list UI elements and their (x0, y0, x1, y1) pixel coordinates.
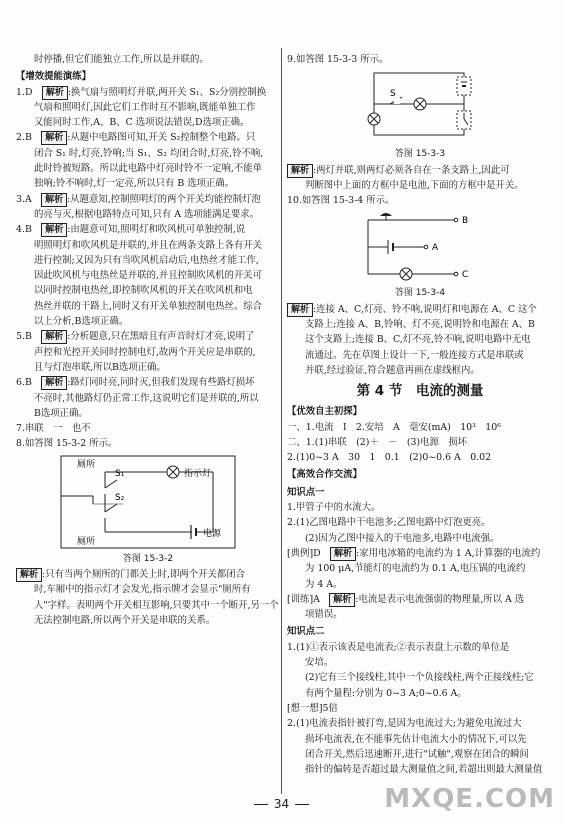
answer-2: 2.B 解析 :从题中电路图可知,开关 S₂控制整个电路。只 (16, 132, 256, 144)
answer-9: 9.如答图 15-3-3 所示。 (287, 54, 389, 65)
figure-caption-15-3-3: 答图 15-3-3 (394, 149, 446, 160)
switch-s-label: S (390, 89, 396, 100)
answer-9-analysis: 解析 :两灯并联,则两灯必须各自在一条支路上,因此可 (287, 163, 553, 178)
knowledge-point-1: 知识点一 (287, 486, 325, 498)
section-header-cooperation: 【高效合作交流】 (287, 469, 363, 481)
right-column: 9.如答图 15-3-3 所示。 S 答图 15-3-3 解析 :两灯并联,则两灯必须各自在一条支路上,因此可 判断图中上面的方框中是电池,下面的方框中是开关。 10.如答图 15-3-4 所示。 B A C 答图 15-3-4 解析 :连接 A、C,灯亮、铃不响,说明灯和电源在 A、C 这个 支路上;连接 A、B,铃响、灯不亮,说明铃和电源在 A、B 这个支路上;连接 B、C,灯不亮,铃不响,说明电路中无电 流通过。先在草图上设计一下,一般连接方式是串联或 并联,经过验证,符合题意再画在虚线框内。 第 4 节 电流的测量 【优效自主初探】 一、1.电流 I 2.安培 A 毫安(mA) 10³ 10⁶ 二、1.(1)串联 (2)＋ － (3)电源 损坏 2.(1)0~3 A 30 1 0.1 (2)0~0.6 A 0.02 【高效合作交流】 知识点一 1.甲管子中的水流大。 2.(1)乙图电路中干电池多;乙图电路中灯泡更亮。 (2)因为乙图中接入的干电池多,电路中电流强。 [典例]D 解析 :家用电冰箱的电流约为 1 A,计算器的电流约 为 100 μA,节能灯的电流约为 0.1 A,电压锅的电流约 为 4 A。 [训练]A 解析 :电流是表示电流强弱的物理量,所以 A 选 项错误。 知识点二 1.(1)①表示该表是电流表;②表示表盘上示数的单位是 安培。 (2)它有三个接线柱,其中一个负接线柱,两个正接线柱;它 有两个量程:分别为 0~3 A;0~0.6 A。 [想一想]5倍 2.(1)电流表指针被打弯,是因为电流过大;为避免电流过大 损坏电流表,在不能事先估计电流大小的情况下,可以先 闭合开关,然后迅速断开,进行"试触",观察在闭合的瞬间 指针的偏转是否超过最大测量值之间,若超出则最大测量值 (287, 0, 553, 777)
indicator-lamp-label: 指示灯 (184, 468, 212, 479)
column-divider (281, 48, 282, 794)
example-answer: [典例]D 解析 :家用电冰箱的电流约为 1 A,计算器的电流约 (287, 547, 541, 559)
figure-caption-15-3-4: 答图 15-3-4 (394, 288, 446, 299)
section-header-practice: 【增效提能演练】 (16, 71, 92, 83)
knowledge-point-2: 知识点二 (287, 626, 325, 638)
section-title-current-measurement: 第 4 节 电流的测量 (356, 383, 484, 400)
terminal-b-label: B (462, 216, 469, 227)
answer-7: 7.串联 一 也不 (16, 423, 91, 435)
figure-caption-15-3-2: 答图 15-3-2 (122, 553, 174, 564)
intro-text: 时停播,但它们能独立工作,所以是并联的。 (34, 54, 209, 65)
left-column: 时停播,但它们能独立工作,所以是并联的。 【增效提能演练】 1.D 解析 :换气扇与照明灯并联,两开关 S₁、S₂分别控制换 气扇和照明灯,因此它们工作时互不影响,既能单独工作 又能同时工作,A、B、C 选项说法错误,D选项正确。 2.B 解析 :从题中电路图可知,开关 S₂控制整个电路。只 闭合 S₁ 时,灯亮,铃响;当 S₁、S₂ 均闭合时,灯亮,铃不响, 此时铃被短路。所以此电路中灯亮时铃不一定响,不能单 独响;铃不响时,灯一定亮,所以只有 B 选项正确。 3.A 解析 :从题意知,控制照明灯的两个开关均能控制灯泡 的亮与灭,根据电路特点可知,只有 A 选项能满足要求。 4.B 解析 :由题意可知,照明灯和吹风机可单独控制,说 明照明灯和吹风机是并联的,并且在两条支路上各有开关 进行控制;又因为只有当吹风机启动后,电热丝才能工作, 因此吹风机与电热丝是并联的,并且控制吹风机的开关可 以同时控制电热丝,即控制吹风机的开关在吹风机和电 热丝并联的干路上,同时又有开关单独控制电热丝。综合 以上分析,B选项正确。 5.B 解析 :分析题意,只在黑暗且有声音时灯才亮,说明了 声控和光控开关同时控制电灯,故两个开关应是串联的, 且与灯泡串联,所以B选项正确。 6.B 解析 :路灯同时亮,同时灭,但我们发现有些路灯损坏 不亮时,其他路灯仍正常工作,这说明它们是并联的,所以 B选项正确。 7.串联 一 也不 8.如答图 15-3-2 所示。 厕所 厕所 S₁ S₂ 指示灯 电源 答图 15-3-2 解析 :只有当两个厕所的门都关上时,即两个开关都闭合 时,车厢中的指示灯才会发光,指示牌才会显示"厕所有 人"字样。表明两个开关相互影响,只要其中一个断开,另一个 无法控制电路,所以两个开关是串联的关系。 (16, 54, 279, 626)
watermark-logo: MXQE.COM (384, 784, 555, 814)
circuit-figure-15-3-4 (360, 208, 480, 286)
switch-s2-label: S₂ (115, 492, 125, 503)
switch-s1-label: S₁ (115, 468, 125, 479)
answer-10-analysis: 解析 :连接 A、C,灯亮、铃不响,说明灯和电源在 A、C 这个 (287, 302, 553, 317)
terminal-c-label: C (462, 270, 469, 281)
review-line-1: 一、1.电流 I 2.安培 A 毫安(mA) 10³ 10⁶ (287, 421, 501, 433)
answer-1: 1.D 解析 :换气扇与照明灯并联,两开关 S₁、S₂分别控制换 (16, 86, 267, 98)
answer-6: 6.B 解析 :路灯同时亮,同时灭,但我们发现有些路灯损坏 (16, 377, 255, 389)
review-line-2: 二、1.(1)串联 (2)＋ － (3)电源 损坏 (287, 436, 468, 448)
answer-8-analysis: 解析 :只有当两个厕所的门都关上时,即两个开关都闭合 (16, 567, 280, 582)
answer-4: 4.B 解析 :由题意可知,照明灯和吹风机可单独控制,说 (16, 224, 246, 236)
answer-8: 8.如答图 15-3-2 所示。 (16, 438, 118, 450)
think-answer: [想一想]5倍 (287, 702, 338, 714)
power-source-label: 电源 (203, 528, 222, 539)
circuit-figure-15-3-2 (53, 452, 243, 552)
terminal-a-label: A (432, 243, 439, 254)
answer-5: 5.B 解析 :分析题意,只在黑暗且有声音时灯才亮,说明了 (16, 331, 255, 343)
page-number: 34 (0, 797, 563, 811)
section-header-preview: 【优效自主初探】 (287, 406, 363, 418)
review-line-3: 2.(1)0~3 A 30 1 0.1 (2)0~0.6 A 0.02 (287, 452, 492, 464)
toilet-label-bottom: 厕所 (77, 536, 96, 547)
training-answer: [训练]A 解析 :电流是表示电流强弱的物理量,所以 A 选 (287, 593, 525, 605)
answer-3: 3.A 解析 :从题意知,控制照明灯的两个开关均能控制灯泡 (16, 193, 261, 205)
answer-10: 10.如答图 15-3-4 所示。 (287, 195, 395, 207)
circuit-figure-15-3-3 (360, 67, 480, 147)
toilet-label-top: 厕所 (77, 459, 96, 470)
